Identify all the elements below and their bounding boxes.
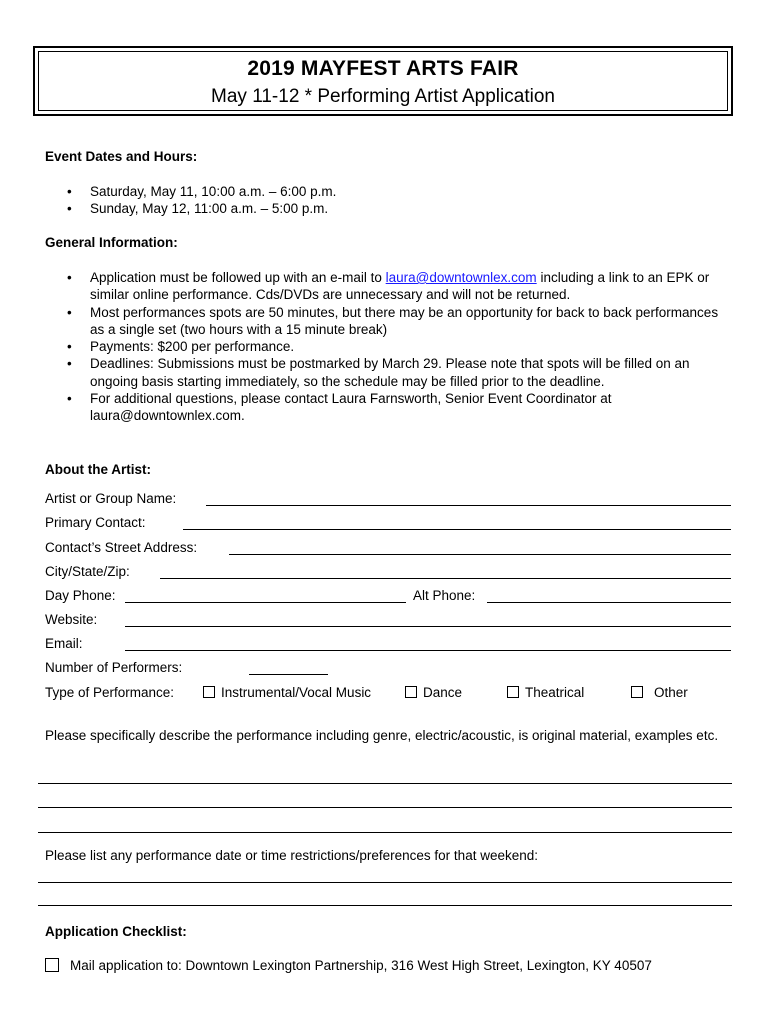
page-subtitle: May 11-12 * Performing Artist Application <box>211 86 555 107</box>
restrictions-line-2[interactable] <box>38 905 732 906</box>
option-theatrical[interactable] <box>507 685 584 700</box>
instrumental-checkbox[interactable] <box>203 686 215 698</box>
website-field[interactable] <box>125 626 731 627</box>
website-label: Website: <box>45 612 98 627</box>
restrictions-prompt: Please list any performance date or time restrictions/preferences for that weekend: <box>45 848 538 863</box>
option-instrumental-label: Instrumental/Vocal Music <box>221 685 372 700</box>
option-instrumental[interactable] <box>203 685 371 700</box>
general-item-deadlines: • Deadlines: Submissions must be postmarked by March 29. Please note that spots will be filled on an ongoing basis starting immediately, so the schedule may be filled prior to the deadline. <box>45 355 725 390</box>
page-title: 2019 MAYFEST ARTS FAIR <box>247 57 519 80</box>
describe-line-2[interactable] <box>38 807 732 808</box>
email-label: Email: <box>45 636 83 651</box>
city-state-zip-field[interactable] <box>160 578 731 579</box>
option-other-label: Other <box>654 685 688 700</box>
day-phone-label: Day Phone: <box>45 588 116 603</box>
group-name-label: Artist or Group Name: <box>45 491 177 506</box>
street-address-label: Contact’s Street Address: <box>45 540 198 555</box>
event-list <box>45 183 725 218</box>
general-list <box>45 269 725 425</box>
day-phone-field[interactable] <box>125 602 406 603</box>
option-other[interactable] <box>631 685 688 700</box>
option-dance[interactable] <box>405 685 462 700</box>
performers-field[interactable] <box>249 674 328 675</box>
theatrical-checkbox[interactable] <box>507 686 519 698</box>
dance-checkbox[interactable] <box>405 686 417 698</box>
other-checkbox[interactable] <box>631 686 643 698</box>
option-dance-label: Dance <box>423 685 463 700</box>
event-heading: Event Dates and Hours: <box>45 149 198 164</box>
general-item-email <box>45 269 725 304</box>
general-item-spots: • Most performances spots are 50 minutes, but there may be an opportunity for back to back performances as a single set (two hours with a 15 minute break) <box>45 304 725 339</box>
performance-type-label: Type of Performance: <box>45 685 175 700</box>
general-item-email-post: including a link to an EPK or similar online performance. Cds/DVDs are unnecessary and will not be returned. <box>90 270 710 303</box>
mail-checkbox[interactable] <box>45 958 59 972</box>
email-field[interactable] <box>125 650 731 651</box>
alt-phone-label: Alt Phone: <box>413 588 476 603</box>
general-item-payments: • Payments: $200 per performance. <box>45 338 725 355</box>
group-name-field[interactable] <box>206 505 731 506</box>
performers-label: Number of Performers: <box>45 660 183 675</box>
checklist-heading: Application Checklist: <box>45 924 187 939</box>
describe-line-3[interactable] <box>38 832 732 833</box>
email-link[interactable]: laura@downtownlex.com <box>385 270 537 285</box>
city-state-zip-label: City/State/Zip: <box>45 564 130 579</box>
describe-line-1[interactable] <box>38 783 732 784</box>
general-item-questions: • For additional questions, please contact Laura Farnsworth, Senior Event Coordinator at laura@downtownlex.com. <box>45 390 725 425</box>
primary-contact-label: Primary Contact: <box>45 515 146 530</box>
general-heading: General Information: <box>45 235 178 250</box>
checklist-item-mail[interactable] <box>45 958 652 973</box>
event-item-saturday: • Saturday, May 11, 10:00 a.m. – 6:00 p.m. <box>45 183 725 200</box>
alt-phone-field[interactable] <box>487 602 731 603</box>
option-theatrical-label: Theatrical <box>525 685 585 700</box>
checklist-item-mail-label: Mail application to: Downtown Lexington Partnership, 316 West High Street, Lexington, KY 40507 <box>70 958 652 973</box>
describe-prompt: Please specifically describe the performance including genre, electric/acoustic, is original material, examples etc. <box>45 728 719 743</box>
event-item-sunday: • Sunday, May 12, 11:00 a.m. – 5:00 p.m. <box>45 200 725 217</box>
artist-heading: About the Artist: <box>45 462 151 477</box>
restrictions-line-1[interactable] <box>38 882 732 883</box>
title-box <box>33 46 733 116</box>
general-item-email-pre: Application must be followed up with an e-mail to <box>90 270 386 285</box>
street-address-field[interactable] <box>229 554 731 555</box>
primary-contact-field[interactable] <box>183 529 731 530</box>
